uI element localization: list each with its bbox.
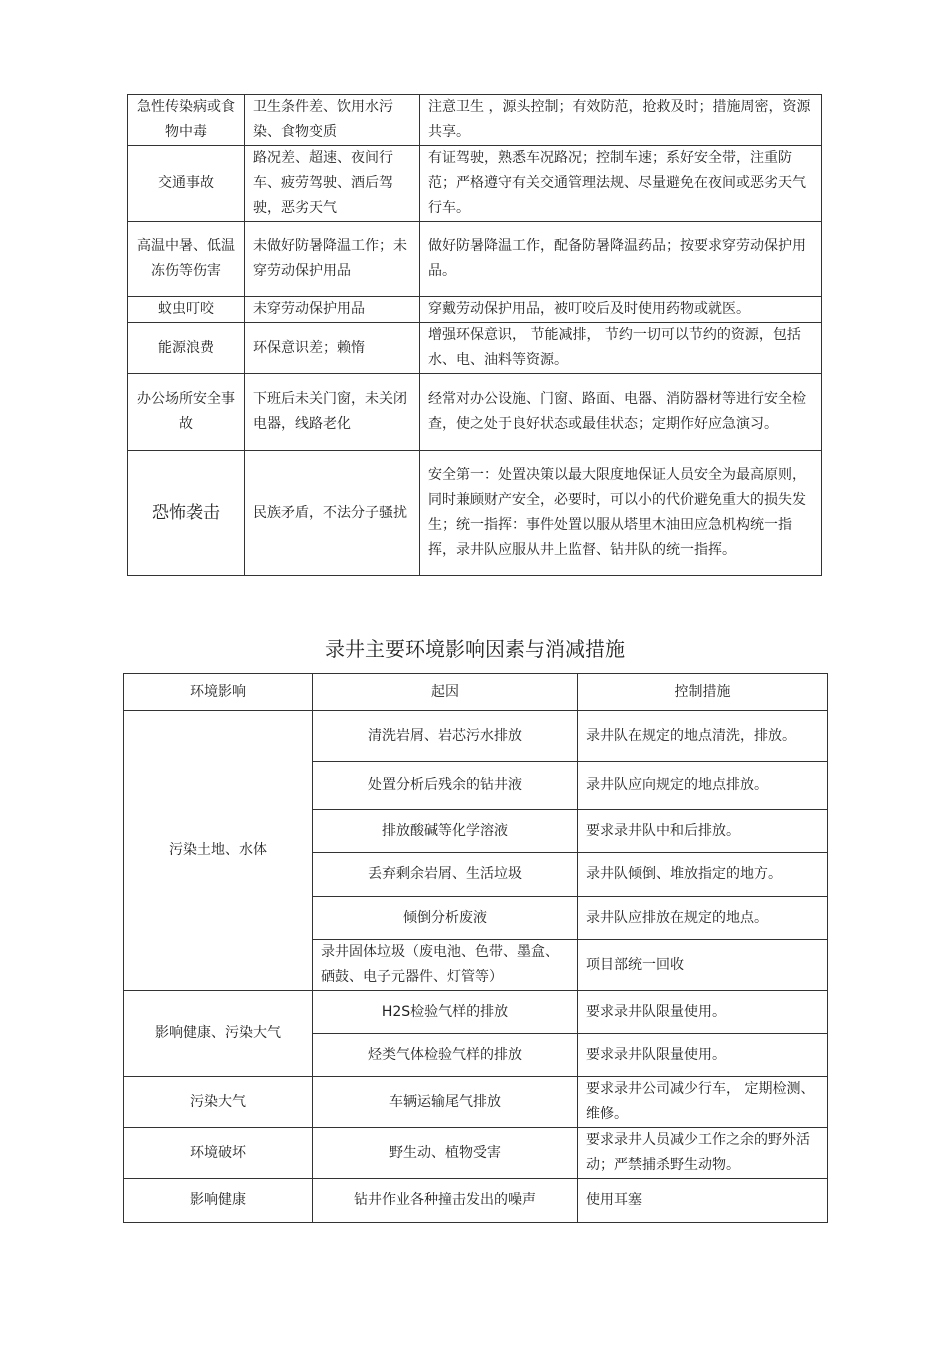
cause-cell: 卫生条件差、饮用水污染、食物变质	[245, 95, 420, 146]
cause-cell: 倾倒分析废液	[313, 897, 578, 940]
control-cell: 录井队应排放在规定的地点。	[578, 897, 828, 940]
control-cell: 录井队应向规定的地点排放。	[578, 762, 828, 810]
column-header-control: 控制措施	[578, 674, 828, 711]
column-header-impact: 环境影响	[124, 674, 313, 711]
control-cell: 要求录井队中和后排放。	[578, 810, 828, 853]
table-row	[124, 711, 828, 762]
table-row	[124, 1179, 828, 1223]
measure-cell: 做好防暑降温工作，配备防暑降温药品；按要求穿劳动保护用品。	[420, 222, 822, 297]
measure-cell: 注意卫生 ，源头控制；有效防范，抢救及时；措施周密，资源共享。	[420, 95, 822, 146]
cause-cell: 丢弃剩余岩屑、生活垃圾	[313, 853, 578, 897]
cause-cell: 未做好防暑降温工作；未穿劳动保护用品	[245, 222, 420, 297]
measure-cell: 穿戴劳动保护用品，被叮咬后及时使用药物或就医。	[420, 297, 822, 323]
header-row	[124, 674, 828, 711]
cause-cell: 路况差、超速、夜间行车、疲劳驾驶、酒后驾驶，恶劣天气	[245, 146, 420, 222]
table-row	[128, 374, 822, 451]
table-row	[124, 1077, 828, 1128]
hazard-cell: 能源浪费	[128, 323, 245, 374]
cause-cell: 处置分析后残余的钻井液	[313, 762, 578, 810]
impact-cell: 污染土地、水体	[124, 711, 313, 991]
control-cell: 录井队倾倒、堆放指定的地方。	[578, 853, 828, 897]
cause-cell: 钻井作业各种撞击发出的噪声	[313, 1179, 578, 1223]
control-cell: 项目部统一回收	[578, 940, 828, 991]
table-row	[124, 1128, 828, 1179]
cause-cell: 排放酸碱等化学溶液	[313, 810, 578, 853]
cause-cell: H2S检验气样的排放	[313, 991, 578, 1034]
table-row	[128, 146, 822, 222]
control-cell: 录井队在规定的地点清洗，排放。	[578, 711, 828, 762]
hazard-cell: 高温中暑、低温冻伤等伤害	[128, 222, 245, 297]
cause-cell: 下班后未关门窗，未关闭电器，线路老化	[245, 374, 420, 451]
environment-impact-table	[123, 673, 828, 1223]
cause-cell: 清洗岩屑、岩芯污水排放	[313, 711, 578, 762]
impact-cell: 环境破坏	[124, 1128, 313, 1179]
cause-cell: 环保意识差；赖惰	[245, 323, 420, 374]
cause-cell: 烃类气体检验气样的排放	[313, 1034, 578, 1077]
impact-cell: 影响健康、污染大气	[124, 991, 313, 1077]
column-header-cause: 起因	[313, 674, 578, 711]
table-row	[124, 991, 828, 1034]
measure-cell: 安全第一：处置决策以最大限度地保证人员安全为最高原则，同时兼顾财产安全，必要时，可以小的代价避免重大的损失发生；统一指挥：事件处置以服从塔里木油田应急机构统一指挥，录井队应服从井上监督、钻井队的统一指挥。	[420, 451, 822, 576]
table-row	[128, 451, 822, 576]
measure-cell: 有证驾驶，熟悉车况路况；控制车速；系好安全带，注重防范；严格遵守有关交通管理法规、尽量避免在夜间或恶劣天气行车。	[420, 146, 822, 222]
measure-cell: 增强环保意识， 节能减排， 节约一切可以节约的资源，包括水、电、油料等资源。	[420, 323, 822, 374]
hazard-cell: 办公场所安全事故	[128, 374, 245, 451]
control-cell: 要求录井队限量使用。	[578, 991, 828, 1034]
cause-cell: 野生动、植物受害	[313, 1128, 578, 1179]
control-cell: 要求录井人员减少工作之余的野外活动；严禁捕杀野生动物。	[578, 1128, 828, 1179]
cause-cell: 录井固体垃圾（废电池、色带、墨盒、硒鼓、电子元器件、灯管等）	[313, 940, 578, 991]
control-cell: 要求录井公司减少行车， 定期检测、维修。	[578, 1077, 828, 1128]
impact-cell: 污染大气	[124, 1077, 313, 1128]
risk-measures-table	[127, 94, 822, 576]
section-title: 录井主要环境影响因素与消减措施	[325, 637, 625, 661]
hazard-cell: 急性传染病或食物中毒	[128, 95, 245, 146]
cause-cell: 车辆运输尾气排放	[313, 1077, 578, 1128]
table-row	[128, 297, 822, 323]
hazard-cell: 蚊虫叮咬	[128, 297, 245, 323]
hazard-cell: 交通事故	[128, 146, 245, 222]
impact-cell: 影响健康	[124, 1179, 313, 1223]
cause-cell: 民族矛盾，不法分子骚扰	[245, 451, 420, 576]
control-cell: 使用耳塞	[578, 1179, 828, 1223]
table-row	[128, 222, 822, 297]
hazard-cell: 恐怖袭击	[128, 451, 245, 576]
measure-cell: 经常对办公设施、门窗、路面、电器、消防器材等进行安全检查，使之处于良好状态或最佳状态；定期作好应急演习。	[420, 374, 822, 451]
table-row	[128, 95, 822, 146]
table-row	[128, 323, 822, 374]
cause-cell: 未穿劳动保护用品	[245, 297, 420, 323]
control-cell: 要求录井队限量使用。	[578, 1034, 828, 1077]
